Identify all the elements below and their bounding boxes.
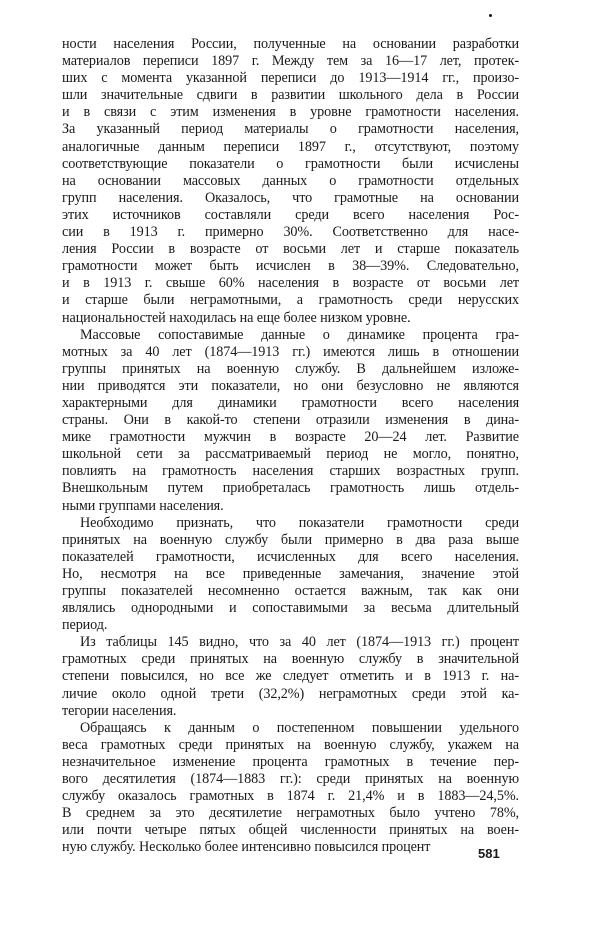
text-line: и в 1913 г. свыше 60% населения в возрасте от восьми лет: [62, 275, 519, 292]
text-line: ную службу. Несколько более интенсивно повысился процент: [62, 839, 431, 856]
text-line: показателей грамотности, исчисленных для всего населения.: [62, 548, 519, 565]
text-line: группы принятых на военную службу. В дальнейшем изложе-: [62, 360, 519, 377]
text-line: или почти четыре пятых общей численности принятых на воен-: [62, 822, 519, 839]
text-line: аналогичные данным переписи 1897 г., отсутствуют, поэтому: [62, 138, 519, 155]
text-line: Обращаясь к данным о постепенном повышении удельного: [80, 719, 519, 736]
text-line: и в связи с этим изменения в уровне грамотности населения.: [62, 104, 519, 121]
text-line: и старше были неграмотными, а грамотность среди нерусских: [62, 292, 519, 309]
corner-dot-mark: [489, 14, 492, 17]
text-line: За указанный период материалы о грамотности населения,: [62, 121, 519, 138]
body-text: [62, 36, 519, 857]
text-line: В среднем за это десятилетие неграмотных было учтено 78%,: [62, 805, 519, 822]
text-line: Массовые сопоставимые данные о динамике процента гра-: [80, 326, 519, 343]
text-line: Но, несмотря на все приведенные замечания, значение этой: [62, 565, 519, 582]
text-line: повлиять на грамотность населения старших возрастных групп.: [62, 463, 519, 480]
text-line: Внешкольным путем приобреталась грамотность лишь отдель-: [62, 480, 519, 497]
text-line: веса грамотных среди принятых на военную службу, укажем на: [62, 736, 519, 753]
paragraph: [62, 515, 519, 635]
text-line: ших с момента указанной переписи до 1913—1914 гг., произо-: [62, 70, 519, 87]
text-line: Из таблицы 145 видно, что за 40 лет (1874—1913 гг.) процент: [80, 634, 519, 651]
text-line: ления России в возрасте от восьми лет и старше показатель: [62, 241, 519, 258]
paragraph: [62, 634, 519, 719]
text-line: службу оказалось грамотных в 1874 г. 21,4% и в 1883—24,5%.: [62, 788, 519, 805]
text-line: Необходимо признать, что показатели грамотности среди: [80, 514, 519, 531]
paragraph: [62, 720, 519, 857]
text-line: шли значительные сдвиги в развитии школьного дела в России: [62, 87, 519, 104]
paragraph: [62, 36, 519, 327]
text-line: являлись однородными и сопоставимыми за весьма длительный: [62, 600, 519, 617]
text-line: школьной сети за рассматриваемый период не могло, понятно,: [62, 446, 519, 463]
page-number: 581: [478, 846, 500, 861]
text-line: страны. Они в какой-то степени отразили изменения в дина-: [62, 412, 519, 429]
text-line: незначительное изменение процента грамотных в течение пер-: [62, 753, 519, 770]
text-line: соответствующие показатели о грамотности были исчислены: [62, 155, 519, 172]
text-line: мотных за 40 лет (1874—1913 гг.) имеются лишь в отношении: [62, 343, 519, 360]
text-line: сии в 1913 г. примерно 30%. Соответственно для насе-: [62, 224, 519, 241]
text-line: ности населения России, полученные на основании разработки: [62, 36, 519, 52]
text-line: группы показателей несомненно остается важным, так как они: [62, 583, 519, 599]
text-line: вого десятилетия (1874—1883 гг.): среди принятых на военную: [62, 771, 519, 788]
text-line: грамотности может быть исчислен в 38—39%. Следовательно,: [62, 258, 519, 275]
text-line: на основании массовых данных о грамотности отдельных: [62, 172, 519, 189]
text-line: ными группами населения.: [62, 497, 224, 514]
text-line: период.: [62, 617, 108, 634]
text-line: этих источников составляли среди всего населения Рос-: [62, 206, 519, 223]
text-line: национальностей находилась на еще более низком уровне.: [62, 309, 411, 326]
text-line: характерными для динамики грамотности всего населения: [62, 394, 519, 411]
text-line: материалов переписи 1897 г. Между тем за 16—17 лет, протек-: [62, 53, 519, 70]
text-line: степени повысился, но все же следует отметить и в 1913 г. на-: [62, 668, 519, 685]
text-line: нии приводятся эти показатели, но они безусловно не являются: [62, 377, 519, 394]
paragraph: [62, 327, 519, 515]
text-line: тегории населения.: [62, 702, 177, 719]
text-line: грамотных среди принятых на военную службу в значительной: [62, 651, 519, 668]
text-line: групп населения. Оказалось, что грамотные на основании: [62, 189, 519, 206]
text-line: личие около одной трети (32,2%) неграмотных среди этой ка-: [62, 685, 519, 702]
text-line: мике грамотности мужчин в возрасте 20—24 лет. Развитие: [62, 429, 519, 446]
text-line: принятых на военную службу были примерно в два раза выше: [62, 531, 519, 548]
